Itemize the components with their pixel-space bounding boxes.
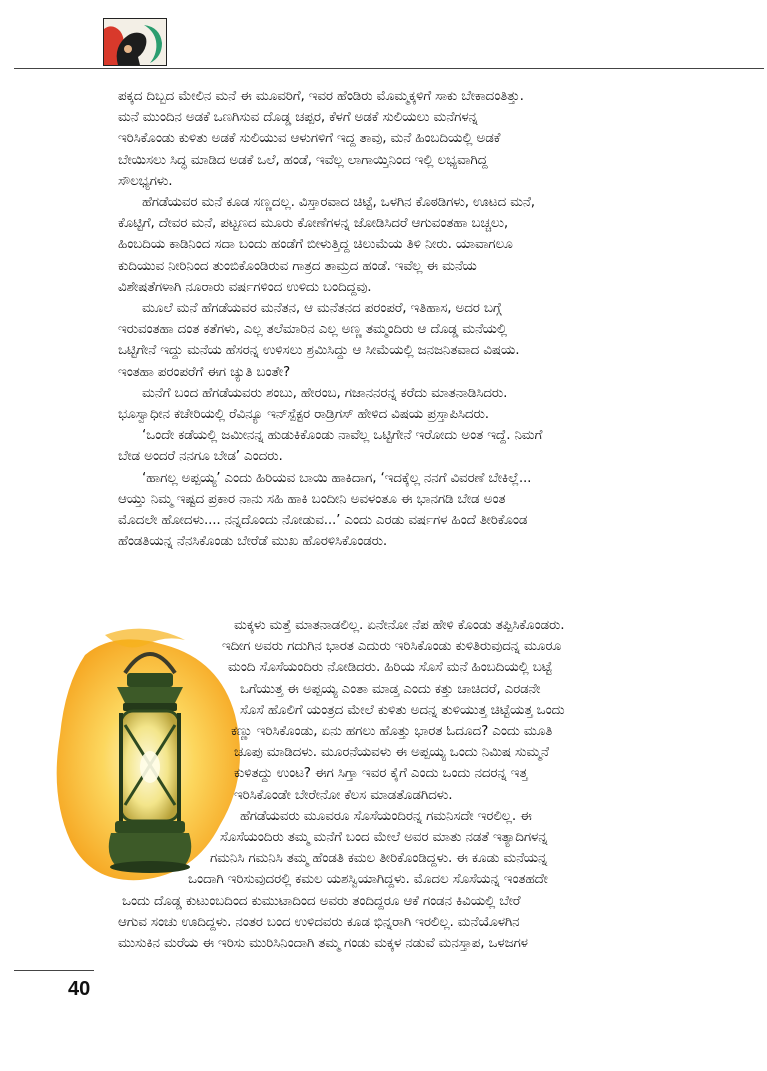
text-line: ಹೆಂಡತಿಯನ್ನ ನೆನಸಿಕೊಂಡು ಬೇರೆಡೆ ಮುಖ ಹೊರಳಿಸಿಕೊಂಡರು.	[118, 533, 388, 550]
text-line: ಹೆಗಡೆಯವರ ಮನೆ ಕೂಡ ಸಣ್ಣದಲ್ಲ. ವಿಸ್ತಾರವಾದ ಚಿಟ್ಟೆ, ಒಳಗಿನ ಕೊಠಡಿಗಳು, ಊಟದ ಮನೆ,	[142, 194, 535, 211]
text-line: ಕಣ್ಣು ಇರಿಸಿಕೊಂಡು, ಏನು ಹಗಲು ಹೊತ್ತು ಭಾರತ ಓದೂದ? ಎಂದು ಮೂತಿ	[231, 723, 553, 740]
text-line: ವಿಶೇಷತೆಗಳಾಗಿ ನೂರಾರು ವರ್ಷಗಳಿಂದ ಉಳಿದು ಬಂದಿದ್ದವು.	[118, 278, 372, 295]
text-line: ಬೇಡ ಅಂದರೆ ನನಗೂ ಬೇಡ’ ಎಂದರು.	[118, 448, 283, 465]
text-line: ಒಂದಾಗಿ ಇರಿಸುವುದರಲ್ಲಿ ಕಮಲ ಯಶಸ್ವಿಯಾಗಿದ್ದಳು. ಮೊದಲ ಸೊಸೆಯನ್ನ ಇಂತಹದೇ	[188, 871, 548, 888]
text-line: ಒಗೆಯುತ್ತ ಈ ಅಪ್ಪಯ್ಯ ಎಂತಾ ಮಾಡ್ತ ಎಂದು ಕತ್ತು ಚಾಚಿದರೆ, ಎರಡನೇ	[240, 680, 541, 697]
text-line: ಸೊಸೆ ಹೊಲಿಗೆ ಯಂತ್ರದ ಮೇಲೆ ಕುಳಿತು ಅದನ್ನ ತುಳಿಯುತ್ತ ಚಿಟ್ಟೆಯತ್ತ ಒಂದು	[240, 701, 565, 718]
text-line: ಮನೆ ಮುಂದಿನ ಅಡಕೆ ಒಣಗಿಸುವ ದೊಡ್ಡ ಚಪ್ಪರ, ಕೆಳಗೆ ಅಡಕೆ ಸುಲಿಯಲು ಮನೆಗಳನ್ನ	[118, 109, 478, 126]
text-line: ಇಂತಹಾ ಪರಂಪರೆಗೆ ಈಗ ಚ್ಯುತಿ ಬಂತೇ?	[118, 363, 290, 380]
text-line: ‘ಒಂದೇ ಕಡೆಯಲ್ಲಿ ಜಮೀನನ್ನ ಹುಡುಕಿಕೊಂಡು ನಾವೆಲ್ಲ ಒಟ್ಟಿಗೇನೆ ಇರೋದು ಅಂತ ಇದ್ದೆ. ನಿಮಗೆ	[142, 427, 543, 444]
text-line: ಭೂಸ್ವಾಧೀನ ಕಚೇರಿಯಲ್ಲಿ ರೆವಿನ್ಯೂ ಇನ್‌ಸ್ಪೆಕ್ಟರ ರಾಡ್ರಿಗಸ್ ಹೇಳಿದ ವಿಷಯ ಪ್ರಸ್ತಾಪಿಸಿದರು.	[118, 406, 489, 423]
text-line: ಒಂದು ದೊಡ್ಡ ಕುಟುಂಬದಿಂದ ಕುಮುಟಾದಿಂದ ಅವರು ತಂದಿದ್ದರೂ ಆಕೆ ಗಂಡನ ಕಿವಿಯಲ್ಲಿ ಬೇರೆ	[122, 892, 521, 909]
text-line: ಚೂಪು ಮಾಡಿದಳು. ಮೂರನೆಯವಳು ಈ ಅಪ್ಪಯ್ಯ ಒಂದು ನಿಮಿಷ ಸುಮ್ಮನೆ	[234, 744, 549, 761]
text-line: ಬೇಯಿಸಲು ಸಿದ್ಧ ಮಾಡಿದ ಅಡಕೆ ಒಲೆ, ಹಂಡೆ, ಇವೆಲ್ಲ ಲಾಗಾಯ್ತಿನಿಂದ ಇಲ್ಲಿ ಲಭ್ಯವಾಗಿದ್ದ	[118, 151, 488, 168]
text-line: ‘ಹಾಗಲ್ಲ ಅಪ್ಪಯ್ಯ’ ಎಂದು ಹಿರಿಯವ ಬಾಯಿ ಹಾಕಿದಾಗ, ‘ಇದಕ್ಕೆಲ್ಲ ನನಗೆ ವಿವರಣೆ ಬೇಕಿಲ್ಲೆ...	[142, 469, 532, 486]
text-line: ಮಂದಿ ಸೊಸೆಯಂದಿರು ನೋಡಿದರು. ಹಿರಿಯ ಸೊಸೆ ಮನೆ ಹಿಂಬದಿಯಲ್ಲಿ ಬಟ್ಟೆ	[228, 659, 552, 676]
text-line: ಕೊಟ್ಟಿಗೆ, ದೇವರ ಮನೆ, ಪಟ್ಟಣದ ಮೂರು ಕೋಣೆಗಳನ್ನ ಜೋಡಿಸಿದರೆ ಆಗುವಂತಹಾ ಬಚ್ಚಲು,	[118, 215, 508, 232]
text-line: ಇದೀಗ ಅವರು ಗದುಗಿನ ಭಾರತ ಎದುರು ಇರಿಸಿಕೊಂಡು ಕುಳಿತಿರುವುದನ್ನ ಮೂರೂ	[222, 638, 562, 655]
text-line: ಕುದಿಯುವ ನೀರಿನಿಂದ ತುಂಬಿಕೊಂಡಿರುವ ಗಾತ್ರದ ತಾಮ್ರದ ಹಂಡೆ. ಇವೆಲ್ಲ ಈ ಮನೆಯ	[118, 257, 477, 274]
text-line: ಇರಿಸಿಕೊಂಡು ಕುಳಿತು ಅಡಕೆ ಸುಲಿಯುವ ಆಳುಗಳಿಗೆ ಇದ್ದ ತಾವು, ಮನೆ ಹಿಂಬದಿಯಲ್ಲಿ ಅಡಕೆ	[118, 130, 501, 147]
text-line: ಗಮನಿಸಿ ಗಮನಿಸಿ ತಮ್ಮ ಹೆಂಡತಿ ಕಮಲ ತೀರಿಕೊಂಡಿದ್ದಳು. ಈ ಕೂಡು ಮನೆಯನ್ನ	[210, 850, 548, 867]
text-line: ಒಟ್ಟಿಗೇನೆ ಇದ್ದು ಮನೆಯ ಹೆಸರನ್ನ ಉಳಿಸಲು ಶ್ರಮಿಸಿದ್ದು ಆ ಸೀಮೆಯಲ್ಲಿ ಜನಜನಿತವಾದ ವಿಷಯ.	[118, 342, 520, 359]
text-line: ಸೌಲಭ್ಯಗಳು.	[118, 172, 173, 189]
text-line: ಇರುವಂತಹಾ ದಂತ ಕತೆಗಳು, ಎಲ್ಲ ತಲೆಮಾರಿನ ಎಲ್ಲ ಅಣ್ಣ ತಮ್ಮಂದಿರು ಆ ದೊಡ್ಡ ಮನೆಯಲ್ಲಿ	[118, 321, 507, 338]
text-line: ಮುಸುಕಿನ ಮರೆಯ ಈ ಇರಿಸು ಮುರಿಸಿನಿಂದಾಗಿ ತಮ್ಮ ಗಂಡು ಮಕ್ಕಳ ನಡುವೆ ಮನಸ್ತಾಪ, ಒಳಜಗಳ	[118, 935, 528, 952]
header-rule	[14, 68, 764, 69]
page-number: 40	[68, 978, 91, 1000]
text-line: ಹಿಂಬದಿಯ ಕಾಡಿನಿಂದ ಸದಾ ಬಂದು ಹಂಡೆಗೆ ಬೀಳುತ್ತಿದ್ದ ಚಿಲುಮೆಯ ತಿಳಿ ನೀರು. ಯಾವಾಗಲೂ	[118, 236, 513, 253]
body-text-wrap	[118, 615, 708, 954]
body-text-top	[118, 86, 708, 552]
text-line: ಮೊದಲೇ ಹೋದಳು.... ನನ್ನದೊಂದು ನೋಡುವ...’ ಎಂದು ಎರಡು ವರ್ಷಗಳ ಹಿಂದೆ ತೀರಿಕೊಂಡ	[118, 512, 528, 529]
text-line: ಕುಳಿತದ್ದು ಉಂಟ? ಈಗ ಸಿಗ್ತಾ ಇವರ ಕೈಗೆ ಎಂದು ಒಂದು ನದರನ್ನ ಇತ್ತ	[234, 765, 528, 782]
text-line: ಮೂಲೆ ಮನೆ ಹೆಗಡೆಯವರ ಮನೆತನ, ಆ ಮನೆತನದ ಪರಂಪರೆ, ಇತಿಹಾಸ, ಅದರ ಬಗ್ಗೆ	[142, 300, 502, 317]
text-line: ಹೆಗಡೆಯವರು ಮೂವರೂ ಸೊಸೆಯಂದಿರನ್ನ ಗಮನಿಸದೇ ಇರಲಿಲ್ಲ. ಈ	[240, 807, 532, 824]
footer-rule	[14, 970, 94, 971]
text-line: ಮನೆಗೆ ಬಂದ ಹೆಗಡೆಯವರು ಶಂಬು, ಹೇರಂಬ, ಗಜಾನನರನ್ನ ಕರೆದು ಮಾತನಾಡಿಸಿದರು.	[142, 384, 508, 401]
text-line: ಆಗುವ ಸಂಚು ಊದಿದ್ದಳು. ನಂತರ ಬಂದ ಉಳಿದವರು ಕೂಡ ಭಿನ್ನರಾಗಿ ಇರಲಿಲ್ಲ. ಮನೆಯೊಳಗಿನ	[118, 913, 520, 930]
text-line: ಸೊಸೆಯಂದಿರು ತಮ್ಮ ಮನೆಗೆ ಬಂದ ಮೇಲೆ ಅವರ ಮಾತು ನಡತೆ ಇತ್ಯಾದಿಗಳನ್ನ	[220, 829, 548, 846]
woman-silhouette-logo-icon	[103, 18, 167, 66]
text-line: ಆಯ್ತು ನಿಮ್ಮ ಇಷ್ಟದ ಪ್ರಕಾರ ನಾನು ಸಹಿ ಹಾಕಿ ಬಂದೀನಿ ಅವಳಂತೂ ಈ ಭಾನಗಡಿ ಬೇಡ ಅಂತ	[118, 490, 506, 507]
text-line: ಪಕ್ಕದ ದಿಬ್ಬದ ಮೇಲಿನ ಮನೆ ಈ ಮೂವರಿಗೆ, ಇವರ ಹೆಂಡಿರು ಮೊಮ್ಮಕ್ಕಳಿಗೆ ಸಾಕು ಬೇಕಾದಂತಿತ್ತು.	[118, 88, 524, 104]
text-line: ಇರಿಸಿಕೊಂಡೇ ಬೇರೇನೋ ಕೆಲಸ ಮಾಡತೊಡಗಿದಳು.	[234, 786, 453, 803]
text-line: ಮಕ್ಕಳು ಮತ್ತೆ ಮಾತನಾಡಲಿಲ್ಲ. ಏನೇನೋ ನೆಪ ಹೇಳಿ ಕೊಂಡು ತಪ್ಪಿಸಿಕೊಂಡರು.	[234, 617, 565, 633]
